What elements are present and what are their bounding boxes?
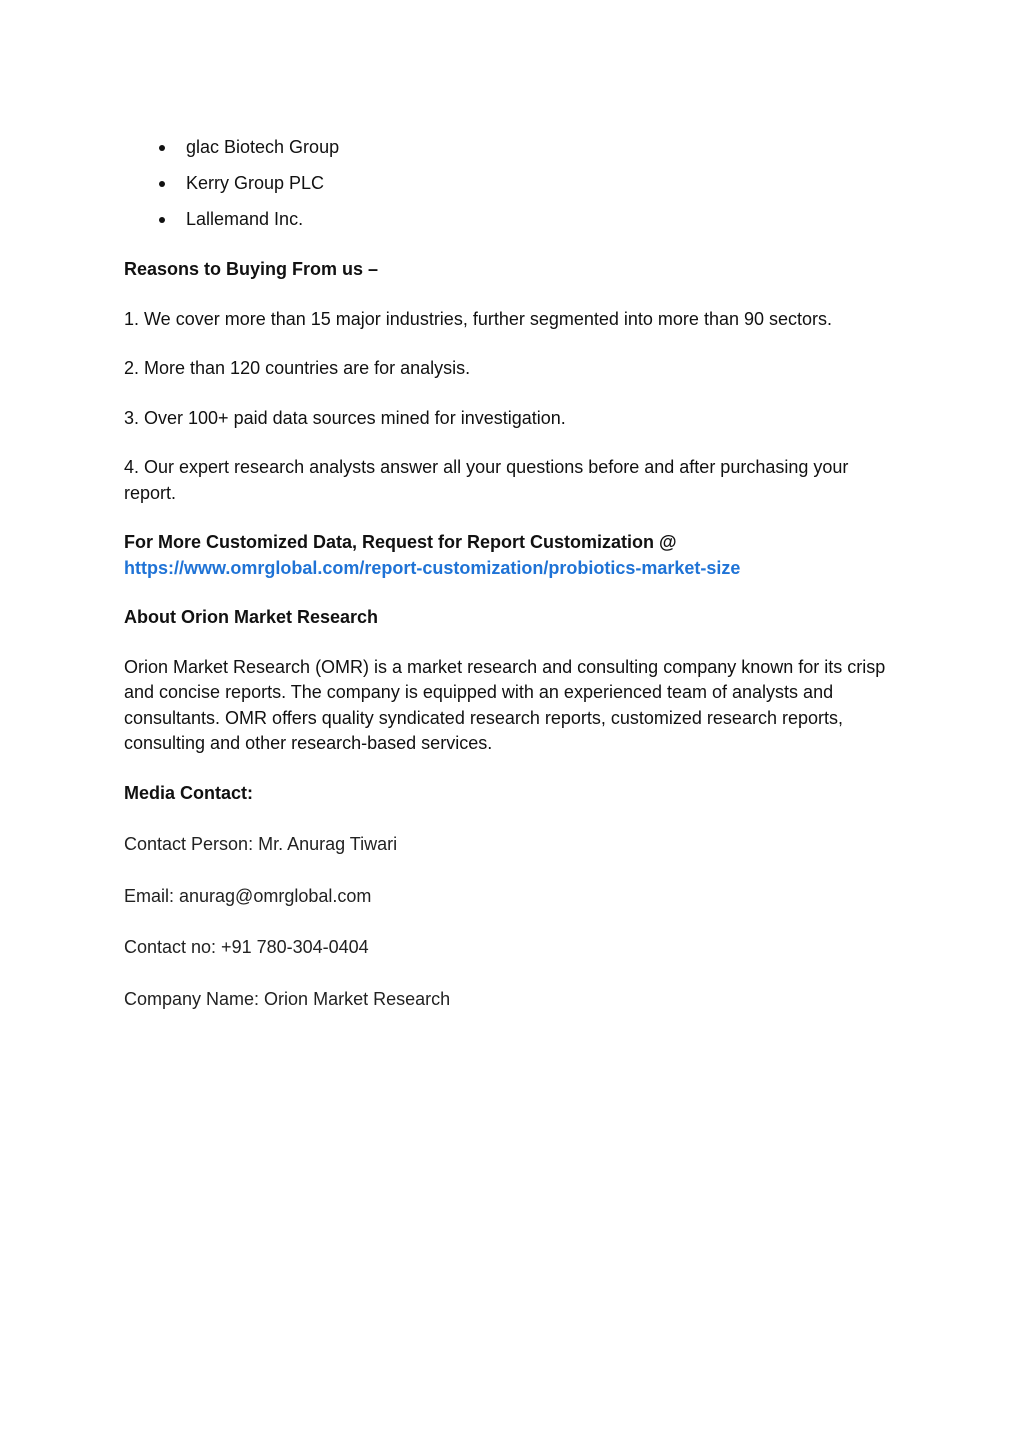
contact-person: Contact Person: Mr. Anurag Tiwari (124, 834, 398, 854)
list-item (124, 171, 894, 207)
reasons-heading: Reasons to Buying From us – (124, 259, 379, 279)
reason-item-1: 1. We cover more than 15 major industries, further segmented into more than 90 sectors. (124, 308, 833, 329)
list-item-label: glac Biotech Group (186, 137, 340, 157)
bullet-icon (159, 217, 165, 223)
list-item-label: Kerry Group PLC (186, 173, 325, 193)
customization-heading: For More Customized Data, Request for Report Customization @ (124, 532, 677, 552)
about-heading: About Orion Market Research (124, 607, 379, 627)
list-item-label: Lallemand Inc. (186, 209, 304, 229)
media-contact-heading: Media Contact: (124, 782, 254, 803)
customization-link[interactable]: https://www.omrglobal.com/report-customization/probiotics-market-size (124, 557, 741, 578)
contact-phone: Contact no: +91 780-304-0404 (124, 937, 369, 957)
bullet-icon (159, 181, 165, 187)
bullet-icon (159, 145, 165, 151)
reason-item-3: 3. Over 100+ paid data sources mined for investigation. (124, 407, 566, 428)
company-list (124, 135, 894, 243)
reason-item-2: 2. More than 120 countries are for analysis. (124, 358, 471, 378)
reason-item-4: 4. Our expert research analysts answer all your questions before and after purchasing your report. (124, 457, 849, 503)
list-item (124, 207, 894, 243)
contact-company: Company Name: Orion Market Research (124, 988, 451, 1009)
document-page (124, 135, 894, 1012)
about-body: Orion Market Research (OMR) is a market research and consulting company known for its crisp and concise reports. The company is equipped with an experienced team of analysts and consultants. OMR offers quality syndicated research reports, customized research reports, consulting and other research-based services. (124, 656, 886, 753)
list-item (124, 135, 894, 171)
contact-email: Email: anurag@omrglobal.com (124, 885, 372, 906)
